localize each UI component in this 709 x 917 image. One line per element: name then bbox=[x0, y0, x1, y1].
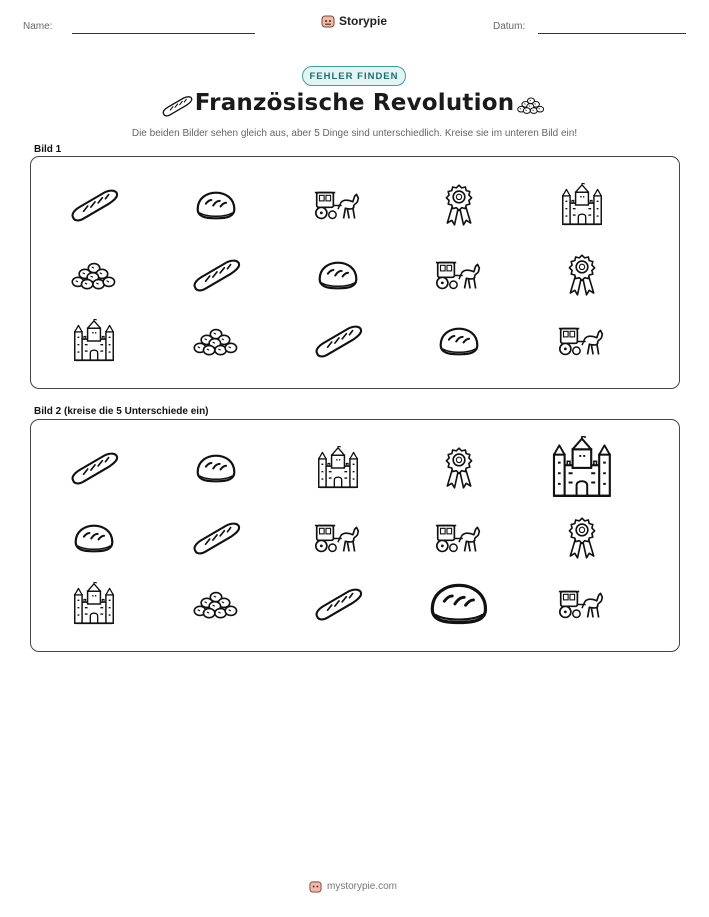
baguette-icon[interactable] bbox=[186, 512, 246, 564]
bild1-label: Bild 1 bbox=[34, 144, 62, 155]
rosette-icon[interactable] bbox=[552, 512, 612, 564]
bread-loaf-icon bbox=[429, 315, 489, 367]
castle-icon bbox=[552, 179, 612, 231]
bread-loaf-icon bbox=[186, 179, 246, 231]
castle-icon[interactable] bbox=[308, 442, 368, 494]
storypie-mascot-icon bbox=[321, 14, 335, 28]
baguette-icon bbox=[308, 315, 368, 367]
horse-carriage-icon bbox=[308, 179, 368, 231]
bread-loaf-icon[interactable] bbox=[416, 566, 503, 641]
baguette-icon bbox=[186, 249, 246, 301]
page-title: Französische Revolution bbox=[194, 90, 515, 116]
instructions: Die beiden Bilder sehen gleich aus, aber 5 Dinge sind unterschiedlich. Kreise sie im unteren Bild ein! bbox=[131, 128, 578, 139]
pebbles-icon bbox=[64, 249, 124, 301]
pebbles-icon[interactable] bbox=[186, 578, 246, 630]
footer bbox=[309, 880, 397, 893]
rosette-icon bbox=[429, 179, 489, 231]
bild1-panel bbox=[30, 156, 680, 389]
brand-logo bbox=[321, 14, 387, 28]
castle-icon[interactable] bbox=[64, 578, 124, 630]
name-line[interactable] bbox=[72, 33, 255, 34]
horse-carriage-icon bbox=[429, 249, 489, 301]
title-pebbles-icon bbox=[517, 95, 545, 115]
bread-loaf-icon bbox=[308, 249, 368, 301]
rosette-icon[interactable] bbox=[429, 442, 489, 494]
horse-carriage-icon bbox=[552, 315, 612, 367]
date-label: Datum: bbox=[493, 21, 526, 32]
date-line[interactable] bbox=[538, 33, 686, 34]
pebbles-icon bbox=[186, 315, 246, 367]
castle-icon[interactable] bbox=[539, 430, 626, 505]
bread-loaf-icon[interactable] bbox=[186, 442, 246, 494]
castle-icon bbox=[64, 315, 124, 367]
storypie-mascot-icon bbox=[309, 880, 322, 893]
brand-name: Storypie bbox=[339, 14, 388, 28]
baguette-icon bbox=[64, 179, 124, 231]
baguette-icon[interactable] bbox=[64, 442, 124, 494]
footer-url[interactable]: mystorypie.com bbox=[327, 881, 398, 892]
bild2-label: Bild 2 (kreise die 5 Unterschiede ein) bbox=[34, 406, 209, 417]
horse-carriage-icon[interactable] bbox=[429, 512, 489, 564]
rosette-icon bbox=[552, 249, 612, 301]
horse-carriage-icon[interactable] bbox=[552, 578, 612, 630]
horse-carriage-icon[interactable] bbox=[308, 512, 368, 564]
baguette-icon[interactable] bbox=[308, 578, 368, 630]
bread-loaf-icon[interactable] bbox=[64, 512, 124, 564]
spot-difference-badge: FEHLER FINDEN bbox=[302, 66, 406, 86]
name-label: Name: bbox=[23, 21, 53, 32]
bild2-panel[interactable] bbox=[30, 419, 680, 652]
